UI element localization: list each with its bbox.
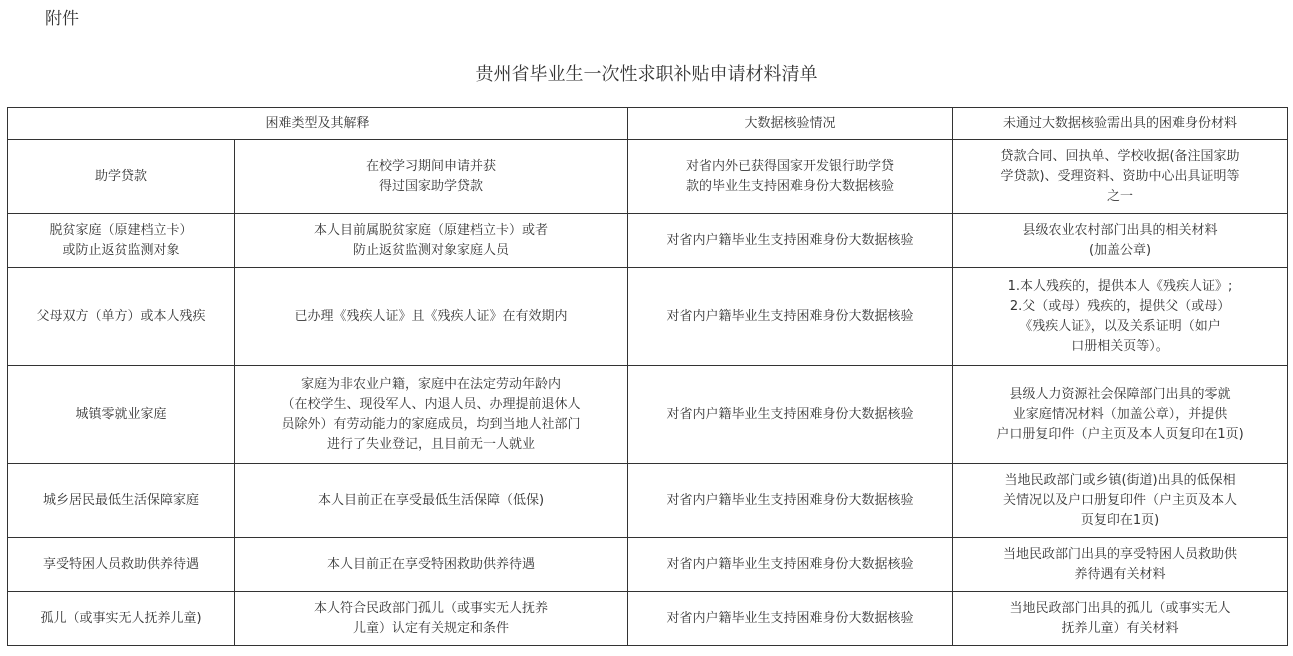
cell-text-line: 2.父（或母）残疾的，提供父（或母）: [1009, 298, 1231, 314]
table-header-row: [8, 108, 1288, 140]
explanation-cell: [235, 268, 628, 366]
cell-text-line: 抚养儿童）有关材料: [1061, 620, 1179, 636]
document-title: 贵州省毕业生一次性求职补贴申请材料清单: [475, 64, 818, 85]
cell-text-line: 贷款合同、回执单、学校收据(备注国家助: [1000, 148, 1240, 164]
materials-table: [7, 107, 1288, 646]
difficulty-type-cell: [8, 214, 235, 268]
cell-text-line: 员除外）有劳动能力的家庭成员，均到当地人社部门: [281, 416, 581, 432]
cell-text-line: 1.本人残疾的，提供本人《残疾人证》;: [1007, 278, 1233, 294]
required-materials-cell: [953, 592, 1288, 646]
header-required-materials: 未通过大数据核验需出具的困难身份材料: [953, 108, 1288, 140]
cell-text-line: 对省内户籍毕业生支持困难身份大数据核验: [666, 406, 914, 422]
explanation-cell: [235, 538, 628, 592]
bigdata-check-cell: [628, 538, 953, 592]
attachment-label: 附件: [45, 9, 79, 29]
bigdata-check-cell: [628, 366, 953, 464]
cell-text-line: 养待遇有关材料: [1074, 566, 1166, 582]
cell-text-line: 款的毕业生支持困难身份大数据核验: [686, 178, 895, 194]
cell-text-line: 家庭为非农业户籍，家庭中在法定劳动年龄内: [301, 376, 562, 392]
cell-text-line: 在校学习期间申请并获: [366, 158, 497, 174]
table-row: [8, 214, 1288, 268]
cell-text-line: 本人目前正在享受最低生活保障（低保): [317, 492, 545, 508]
cell-text-line: 口册相关页等）。: [1071, 338, 1169, 354]
cell-text-line: 县级农业农村部门出具的相关材料: [1022, 222, 1218, 238]
cell-text-line: 对省内户籍毕业生支持困难身份大数据核验: [666, 610, 914, 626]
cell-text-line: 父母双方（单方）或本人残疾: [36, 308, 206, 324]
difficulty-type-cell: [8, 538, 235, 592]
table-row: [8, 366, 1288, 464]
cell-text-line: 脱贫家庭（原建档立卡）: [49, 222, 193, 238]
difficulty-type-cell: [8, 140, 235, 214]
cell-text-line: 孤儿（或事实无人抚养儿童): [40, 610, 202, 626]
cell-text-line: 县级人力资源社会保障部门出具的零就: [1009, 386, 1231, 402]
bigdata-check-cell: [628, 592, 953, 646]
cell-text-line: 关情况以及户口册复印件（户主页及本人: [1003, 492, 1238, 508]
cell-text-line: 进行了失业登记，且目前无一人就业: [327, 436, 536, 452]
explanation-cell: [235, 592, 628, 646]
explanation-cell: [235, 366, 628, 464]
required-materials-cell: [953, 538, 1288, 592]
table-row: [8, 538, 1288, 592]
difficulty-type-cell: [8, 268, 235, 366]
cell-text-line: 业家庭情况材料（加盖公章），并提供: [1012, 406, 1228, 422]
cell-text-line: 对省内户籍毕业生支持困难身份大数据核验: [666, 556, 914, 572]
required-materials-cell: [953, 366, 1288, 464]
cell-text-line: 本人目前正在享受特困救助供养待遇: [327, 556, 536, 572]
table-row: [8, 140, 1288, 214]
cell-text-line: 之一: [1107, 188, 1134, 204]
difficulty-type-cell: [8, 464, 235, 538]
table-row: [8, 464, 1288, 538]
explanation-cell: [235, 140, 628, 214]
bigdata-check-cell: [628, 268, 953, 366]
explanation-cell: [235, 464, 628, 538]
cell-text-line: 防止返贫监测对象家庭人员: [353, 242, 510, 258]
cell-text-line: 当地民政部门出具的孤儿（或事实无人: [1009, 600, 1231, 616]
cell-text-line: 得过国家助学贷款: [379, 178, 484, 194]
cell-text-line: （在校学生、现役军人、内退人员、办理提前退休人: [281, 396, 581, 412]
cell-text-line: 当地民政部门或乡镇(街道)出具的低保相: [1004, 472, 1236, 488]
cell-text-line: 当地民政部门出具的享受特困人员救助供: [1003, 546, 1238, 562]
cell-text-line: 助学贷款: [94, 168, 147, 184]
cell-text-line: 《残疾人证》，以及关系证明（如户: [1019, 318, 1221, 334]
cell-text-line: 或防止返贫监测对象: [62, 242, 180, 258]
difficulty-type-cell: [8, 592, 235, 646]
bigdata-check-cell: [628, 464, 953, 538]
cell-text-line: 学贷款)、受理资料、资助中心出具证明等: [1000, 168, 1240, 184]
cell-text-line: 本人目前属脱贫家庭（原建档立卡）或者: [314, 222, 549, 238]
table-row: [8, 268, 1288, 366]
cell-text-line: 城乡居民最低生活保障家庭: [42, 492, 199, 508]
required-materials-cell: [953, 464, 1288, 538]
required-materials-cell: [953, 140, 1288, 214]
cell-text-line: 对省内户籍毕业生支持困难身份大数据核验: [666, 308, 914, 324]
header-bigdata-check: 大数据核验情况: [628, 108, 953, 140]
header-difficulty-type: 困难类型及其解释: [8, 108, 628, 140]
cell-text-line: 享受特困人员救助供养待遇: [42, 556, 199, 572]
difficulty-type-cell: [8, 366, 235, 464]
cell-text-line: 户口册复印件（户主页及本人页复印在1页): [996, 426, 1244, 442]
required-materials-cell: [953, 268, 1288, 366]
explanation-cell: [235, 214, 628, 268]
required-materials-cell: [953, 214, 1288, 268]
cell-text-line: 城镇零就业家庭: [75, 406, 167, 422]
cell-text-line: 对省内户籍毕业生支持困难身份大数据核验: [666, 492, 914, 508]
cell-text-line: 对省内外已获得国家开发银行助学贷: [686, 158, 895, 174]
table-row: [8, 592, 1288, 646]
cell-text-line: (加盖公章): [1088, 242, 1152, 258]
bigdata-check-cell: [628, 214, 953, 268]
cell-text-line: 本人符合民政部门孤儿（或事实无人抚养: [314, 600, 549, 616]
bigdata-check-cell: [628, 140, 953, 214]
cell-text-line: 对省内户籍毕业生支持困难身份大数据核验: [666, 232, 914, 248]
cell-text-line: 页复印在1页): [1080, 512, 1160, 528]
cell-text-line: 儿童）认定有关规定和条件: [353, 620, 510, 636]
cell-text-line: 已办理《残疾人证》且《残疾人证》在有效期内: [294, 308, 568, 324]
